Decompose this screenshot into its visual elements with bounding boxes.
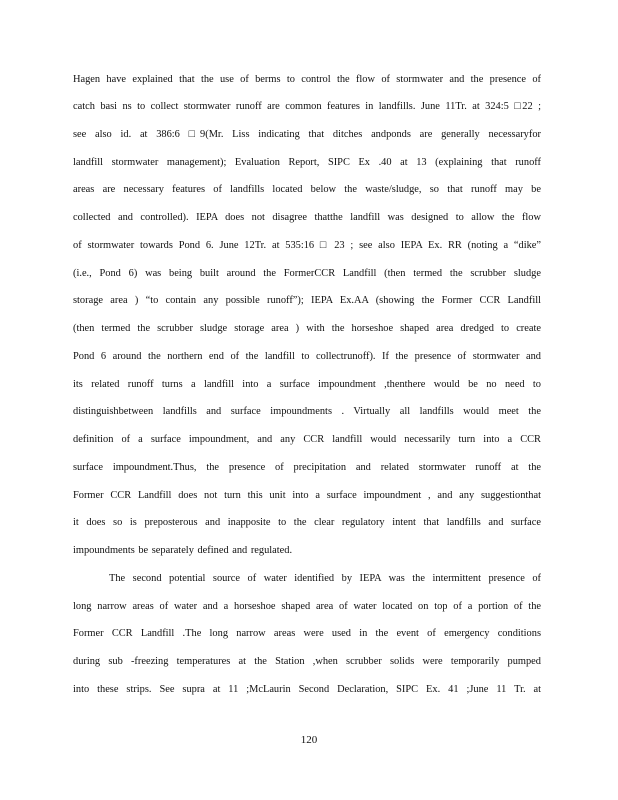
text-line: see also id. at 386:6 □9(Mr. Liss indicating that ditches andponds are generally necessaryfor xyxy=(73,129,541,140)
text-line: during sub -freezing temperatures at the Station ,when scrubber solids were temporarily pumped xyxy=(73,656,541,667)
text-line: of stormwater towards Pond 6. June 12Tr. at 535:16 □ 23 ; see also IEPA Ex. RR (noting a “dike” xyxy=(73,240,541,251)
text-line: Hagen have explained that the use of berms to control the flow of stormwater and the presence of xyxy=(73,74,541,85)
text-line: its related runoff turns a landfill into a surface impoundment ,thenthere would be no need to xyxy=(73,379,541,390)
text-line: The second potential source of water identified by IEPA was the intermittent presence of xyxy=(109,573,541,584)
text-line: into these strips. See supra at 11 ;McLaurin Second Declaration, SIPC Ex. 41 ;June 11 Tr. at xyxy=(73,684,541,695)
text-line: distinguishbetween landfills and surface impoundments . Virtually all landfills would meet the xyxy=(73,406,541,417)
text-line: landfill stormwater management); Evaluation Report, SIPC Ex .40 at 13 (explaining that runoff xyxy=(73,157,541,168)
text-line: catch basi ns to collect stormwater runoff are common features in landfills. June 11Tr. at 324:5 □22 ; xyxy=(73,101,541,112)
text-line: collected and controlled). IEPA does not disagree thatthe landfill was designed to allow the flow xyxy=(73,212,541,223)
text-line: storage area ) “to contain any possible runoff”); IEPA Ex.AA (showing the Former CCR Landfill xyxy=(73,295,541,306)
text-line: (i.e., Pond 6) was being built around the FormerCCR Landfill (then termed the scrubber sludge xyxy=(73,268,541,279)
text-line: (then termed the scrubber sludge storage area ) with the horseshoe shaped area dredged to create xyxy=(73,323,541,334)
text-line: Pond 6 around the northern end of the landfill to collectrunoff). If the presence of stormwater and xyxy=(73,351,541,362)
text-line: it does so is preposterous and inapposite to the clear regulatory intent that landfills and surface xyxy=(73,517,541,528)
text-line: areas are necessary features of landfills located below the waste/sludge, so that runoff may be xyxy=(73,184,541,195)
text-line: impoundments be separately defined and regulated. xyxy=(73,545,293,556)
text-line: long narrow areas of water and a horseshoe shaped area of water located on top of a portion of the xyxy=(73,601,541,612)
text-line: Former CCR Landfill .The long narrow areas were used in the event of emergency conditions xyxy=(73,628,541,639)
text-line: definition of a surface impoundment, and any CCR landfill would necessarily turn into a CCR xyxy=(73,434,541,445)
text-line: surface impoundment.Thus, the presence of precipitation and related stormwater runoff at the xyxy=(73,462,541,473)
text-line: Former CCR Landfill does not turn this unit into a surface impoundment , and any suggestionthat xyxy=(73,490,541,501)
page-number: 120 xyxy=(300,734,318,746)
